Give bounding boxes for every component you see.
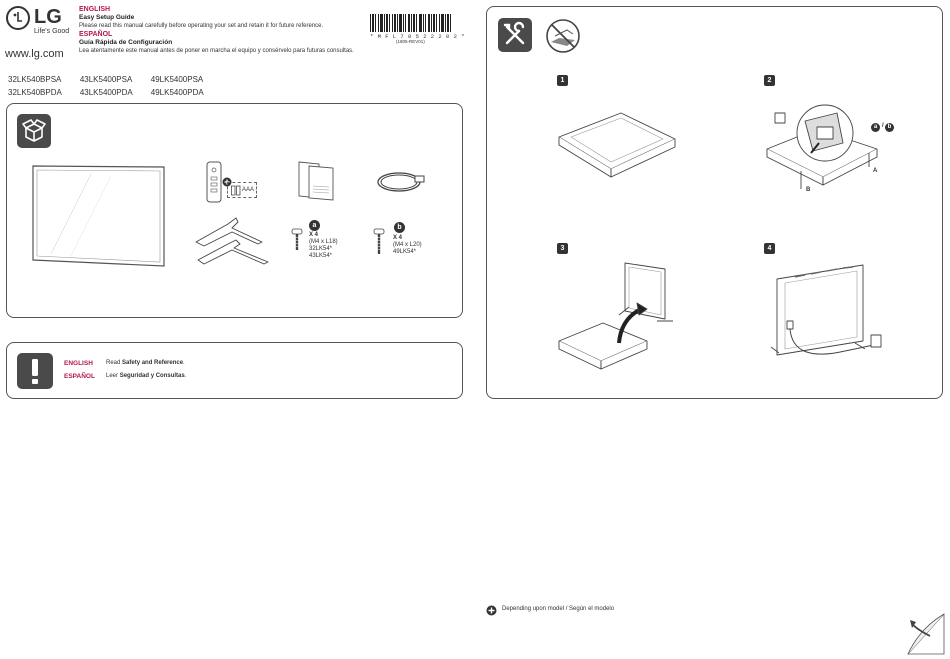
safety-spanish-post: . (184, 373, 187, 379)
tv-illustration (31, 164, 166, 268)
spanish-body: Lea atentamente este manual antes de poner en marcha el equipo y consérvelo para futuras consultas. (79, 48, 354, 54)
safety-english-text (106, 360, 185, 367)
model-name: 43LK5400PDA (79, 88, 133, 97)
model-name: 49LK5400PSA (150, 75, 204, 84)
step-2-callout-separator: / (882, 123, 884, 129)
model-name: 49LK5400PDA (150, 88, 204, 97)
battery-box (227, 182, 257, 198)
footnote-text: Depending upon model / Según el modelo (502, 606, 615, 612)
screw-b-icon (373, 228, 385, 256)
model-row (8, 74, 220, 85)
safety-spanish-pre: Leer (106, 373, 120, 379)
screw-a-model: 43LK54* (309, 253, 333, 259)
logo-text: LG (34, 6, 62, 28)
screw-a-qty: X 4 (309, 232, 319, 238)
step-2-label-a: A (873, 168, 878, 174)
safety-spanish-bold: Seguridad y Consultas (119, 373, 185, 379)
logo-tagline: Life's Good (34, 28, 70, 35)
screw-b-badge: b (394, 222, 405, 233)
screw-a-model: 32LK54* (309, 246, 333, 252)
english-label: ENGLISH (79, 6, 111, 13)
step-2-label-b: B (806, 187, 811, 193)
safety-english-post: . (183, 360, 185, 366)
barcode-number: * M F L 7 0 5 2 2 2 0 2 * (370, 33, 466, 40)
box-contents-icon (17, 114, 51, 148)
step-1-illustration (557, 107, 677, 177)
step-2-callout-b: b (885, 123, 894, 132)
step-2-number: 2 (764, 75, 775, 86)
step-3-number: 3 (557, 243, 568, 254)
screw-b-qty: X 4 (393, 235, 403, 241)
step-4-number: 4 (764, 243, 775, 254)
safety-spanish-label: ESPAÑOL (64, 373, 95, 380)
manuals-icon (297, 160, 337, 202)
screw-a-badge: a (309, 220, 320, 231)
model-list (6, 72, 222, 100)
intro-text (79, 6, 364, 54)
model-name: 32LK540BPDA (8, 88, 62, 97)
step-4-illustration (765, 263, 885, 367)
screw-a-icon (291, 228, 303, 252)
barcode-revision: (1805-REV01) (396, 39, 425, 44)
step-2-illustration (765, 93, 905, 199)
stand-icon (192, 214, 272, 264)
barcode (370, 14, 452, 32)
step-2-callout-a: a (871, 123, 880, 132)
screw-b-info (393, 235, 422, 256)
step-1-number: 1 (557, 75, 568, 86)
screw-b-spec: (M4 x L20) (393, 242, 422, 248)
assembly-panel (486, 6, 943, 399)
safety-panel (6, 342, 463, 399)
warning-icon (17, 353, 53, 389)
lg-logo-icon (6, 6, 30, 30)
model-row (8, 87, 220, 98)
website-link[interactable]: www.lg.com (5, 48, 64, 60)
model-name: 43LK5400PSA (79, 75, 133, 84)
page-turn-icon (906, 612, 946, 656)
battery-label: AAA (242, 187, 255, 193)
plus-icon (486, 605, 497, 616)
model-name: 32LK540BPSA (8, 75, 62, 84)
safety-english-label: ENGLISH (64, 360, 93, 367)
screw-b-model: 49LK54* (393, 249, 417, 255)
power-cord-icon (375, 168, 427, 196)
safety-spanish-text (106, 373, 186, 380)
english-body: Please read this manual carefully before operating your set and retain it for future reference. (79, 23, 324, 29)
english-title: Easy Setup Guide (79, 14, 135, 21)
remote-control-icon (206, 161, 222, 203)
spanish-label: ESPAÑOL (79, 31, 113, 38)
no-soft-surface-icon (545, 18, 581, 54)
screw-a-spec: (M4 x L18) (309, 239, 338, 245)
spanish-title: Guía Rápida de Configuración (79, 39, 173, 46)
step-3-illustration (557, 261, 677, 371)
battery-icon (231, 185, 241, 196)
tools-icon (498, 18, 532, 52)
contents-panel (6, 103, 463, 318)
safety-english-bold: Safety and Reference (122, 360, 184, 366)
screw-a-info (309, 232, 338, 260)
safety-english-pre: Read (106, 360, 123, 366)
